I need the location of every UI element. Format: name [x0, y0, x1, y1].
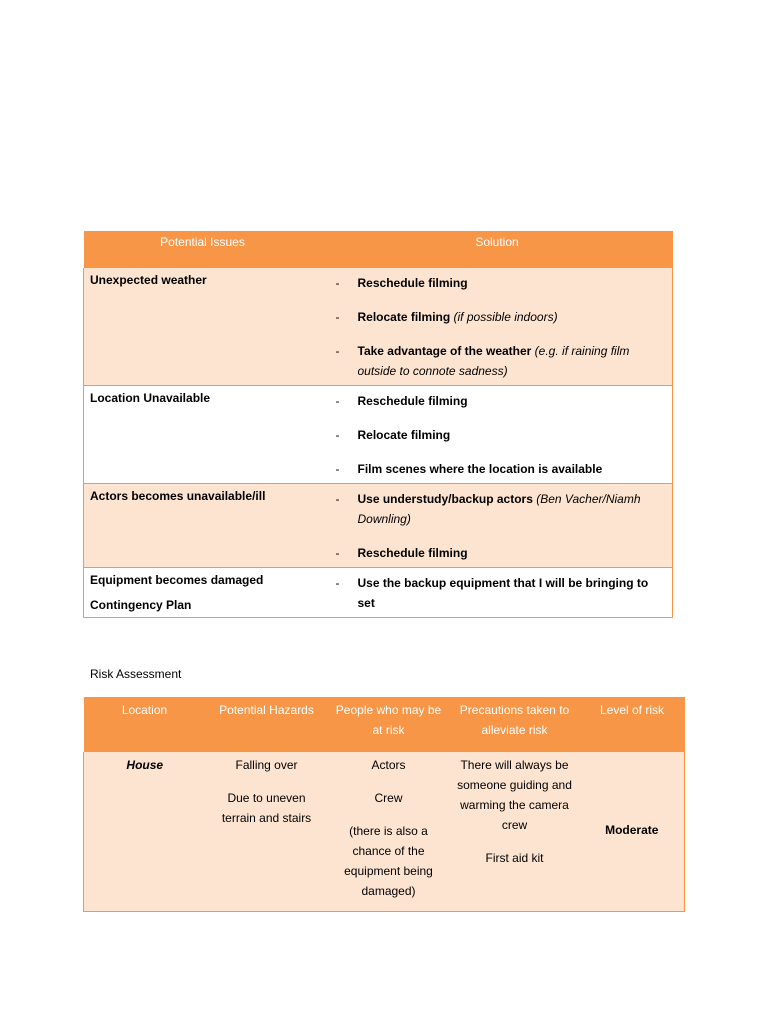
solution-text: Take advantage of the weather	[357, 344, 532, 358]
solution-text: Use the backup equipment that I will be bringing to set	[357, 576, 649, 610]
header-potential-issues: Potential Issues	[84, 231, 322, 268]
solution-item	[328, 543, 667, 563]
solution-item	[328, 391, 667, 411]
header-precautions: Precautions taken to alleviate risk	[450, 697, 580, 752]
issue-cell: Actors becomes unavailable/ill	[84, 484, 322, 568]
people-cell	[328, 752, 450, 912]
solution-cell	[322, 568, 673, 618]
dash-bullet: -	[335, 462, 340, 476]
table-row	[84, 386, 673, 484]
solution-item	[328, 425, 667, 445]
header-location: Location	[84, 697, 206, 752]
solution-text: Reschedule filming	[357, 394, 468, 408]
hazards-cell	[206, 752, 328, 912]
header-level-of-risk: Level of risk	[580, 697, 685, 752]
solution-text: Reschedule filming	[357, 276, 468, 290]
solution-text: Relocate filming	[357, 428, 451, 442]
solution-cell	[322, 268, 673, 386]
solution-item	[328, 341, 667, 381]
solution-cell	[322, 484, 673, 568]
solution-note: (if possible indoors)	[450, 310, 558, 324]
dash-bullet: -	[335, 344, 340, 358]
issue-cell: Unexpected weather	[84, 268, 322, 386]
header-people-at-risk: People who may be at risk	[328, 697, 450, 752]
solution-text: Reschedule filming	[357, 546, 468, 560]
precaution-text: There will always be someone guiding and warming the camera crew	[457, 758, 572, 832]
people-text: Actors	[371, 758, 406, 772]
solution-text: Use understudy/backup actors	[357, 492, 533, 506]
level-of-risk-cell: Moderate	[580, 752, 685, 912]
solution-item	[328, 459, 667, 479]
hazard-text: Falling over	[235, 758, 298, 772]
contingency-header-row	[84, 231, 673, 268]
header-solution: Solution	[322, 231, 673, 268]
dash-bullet: -	[335, 546, 340, 560]
header-potential-hazards: Potential Hazards	[206, 697, 328, 752]
risk-assessment-title: Risk Assessment	[90, 667, 182, 681]
issue-cell: Location Unavailable	[84, 386, 322, 484]
contingency-plan-title: Contingency Plan	[90, 598, 192, 612]
dash-bullet: -	[335, 576, 340, 590]
table-row	[84, 484, 673, 568]
contingency-table	[83, 231, 673, 618]
solution-item	[328, 273, 667, 293]
dash-bullet: -	[335, 310, 340, 324]
table-row	[84, 268, 673, 386]
table-row	[84, 752, 685, 912]
solution-text: Film scenes where the location is available	[357, 462, 603, 476]
hazard-text: Due to uneven terrain and stairs	[221, 791, 312, 825]
risk-assessment-table	[83, 697, 685, 912]
solution-note: (Ben Vacher/Niamh Downling)	[357, 492, 641, 526]
precaution-text: First aid kit	[485, 851, 544, 865]
solution-item	[328, 307, 667, 327]
precautions-cell	[450, 752, 580, 912]
location-cell: House	[84, 752, 206, 912]
solution-item	[328, 489, 667, 529]
solution-text: Relocate filming	[357, 310, 451, 324]
issue-cell: Equipment becomes damaged	[84, 568, 322, 618]
dash-bullet: -	[335, 492, 340, 506]
solution-cell	[322, 386, 673, 484]
dash-bullet: -	[335, 394, 340, 408]
solution-note: (e.g. if raining film outside to connote sadness)	[357, 344, 630, 378]
risk-header-row	[84, 697, 685, 752]
people-text: (there is also a chance of the equipment being damaged)	[344, 824, 433, 898]
dash-bullet: -	[335, 428, 340, 442]
dash-bullet: -	[335, 276, 340, 290]
people-text: Crew	[374, 791, 403, 805]
solution-item	[328, 573, 667, 613]
